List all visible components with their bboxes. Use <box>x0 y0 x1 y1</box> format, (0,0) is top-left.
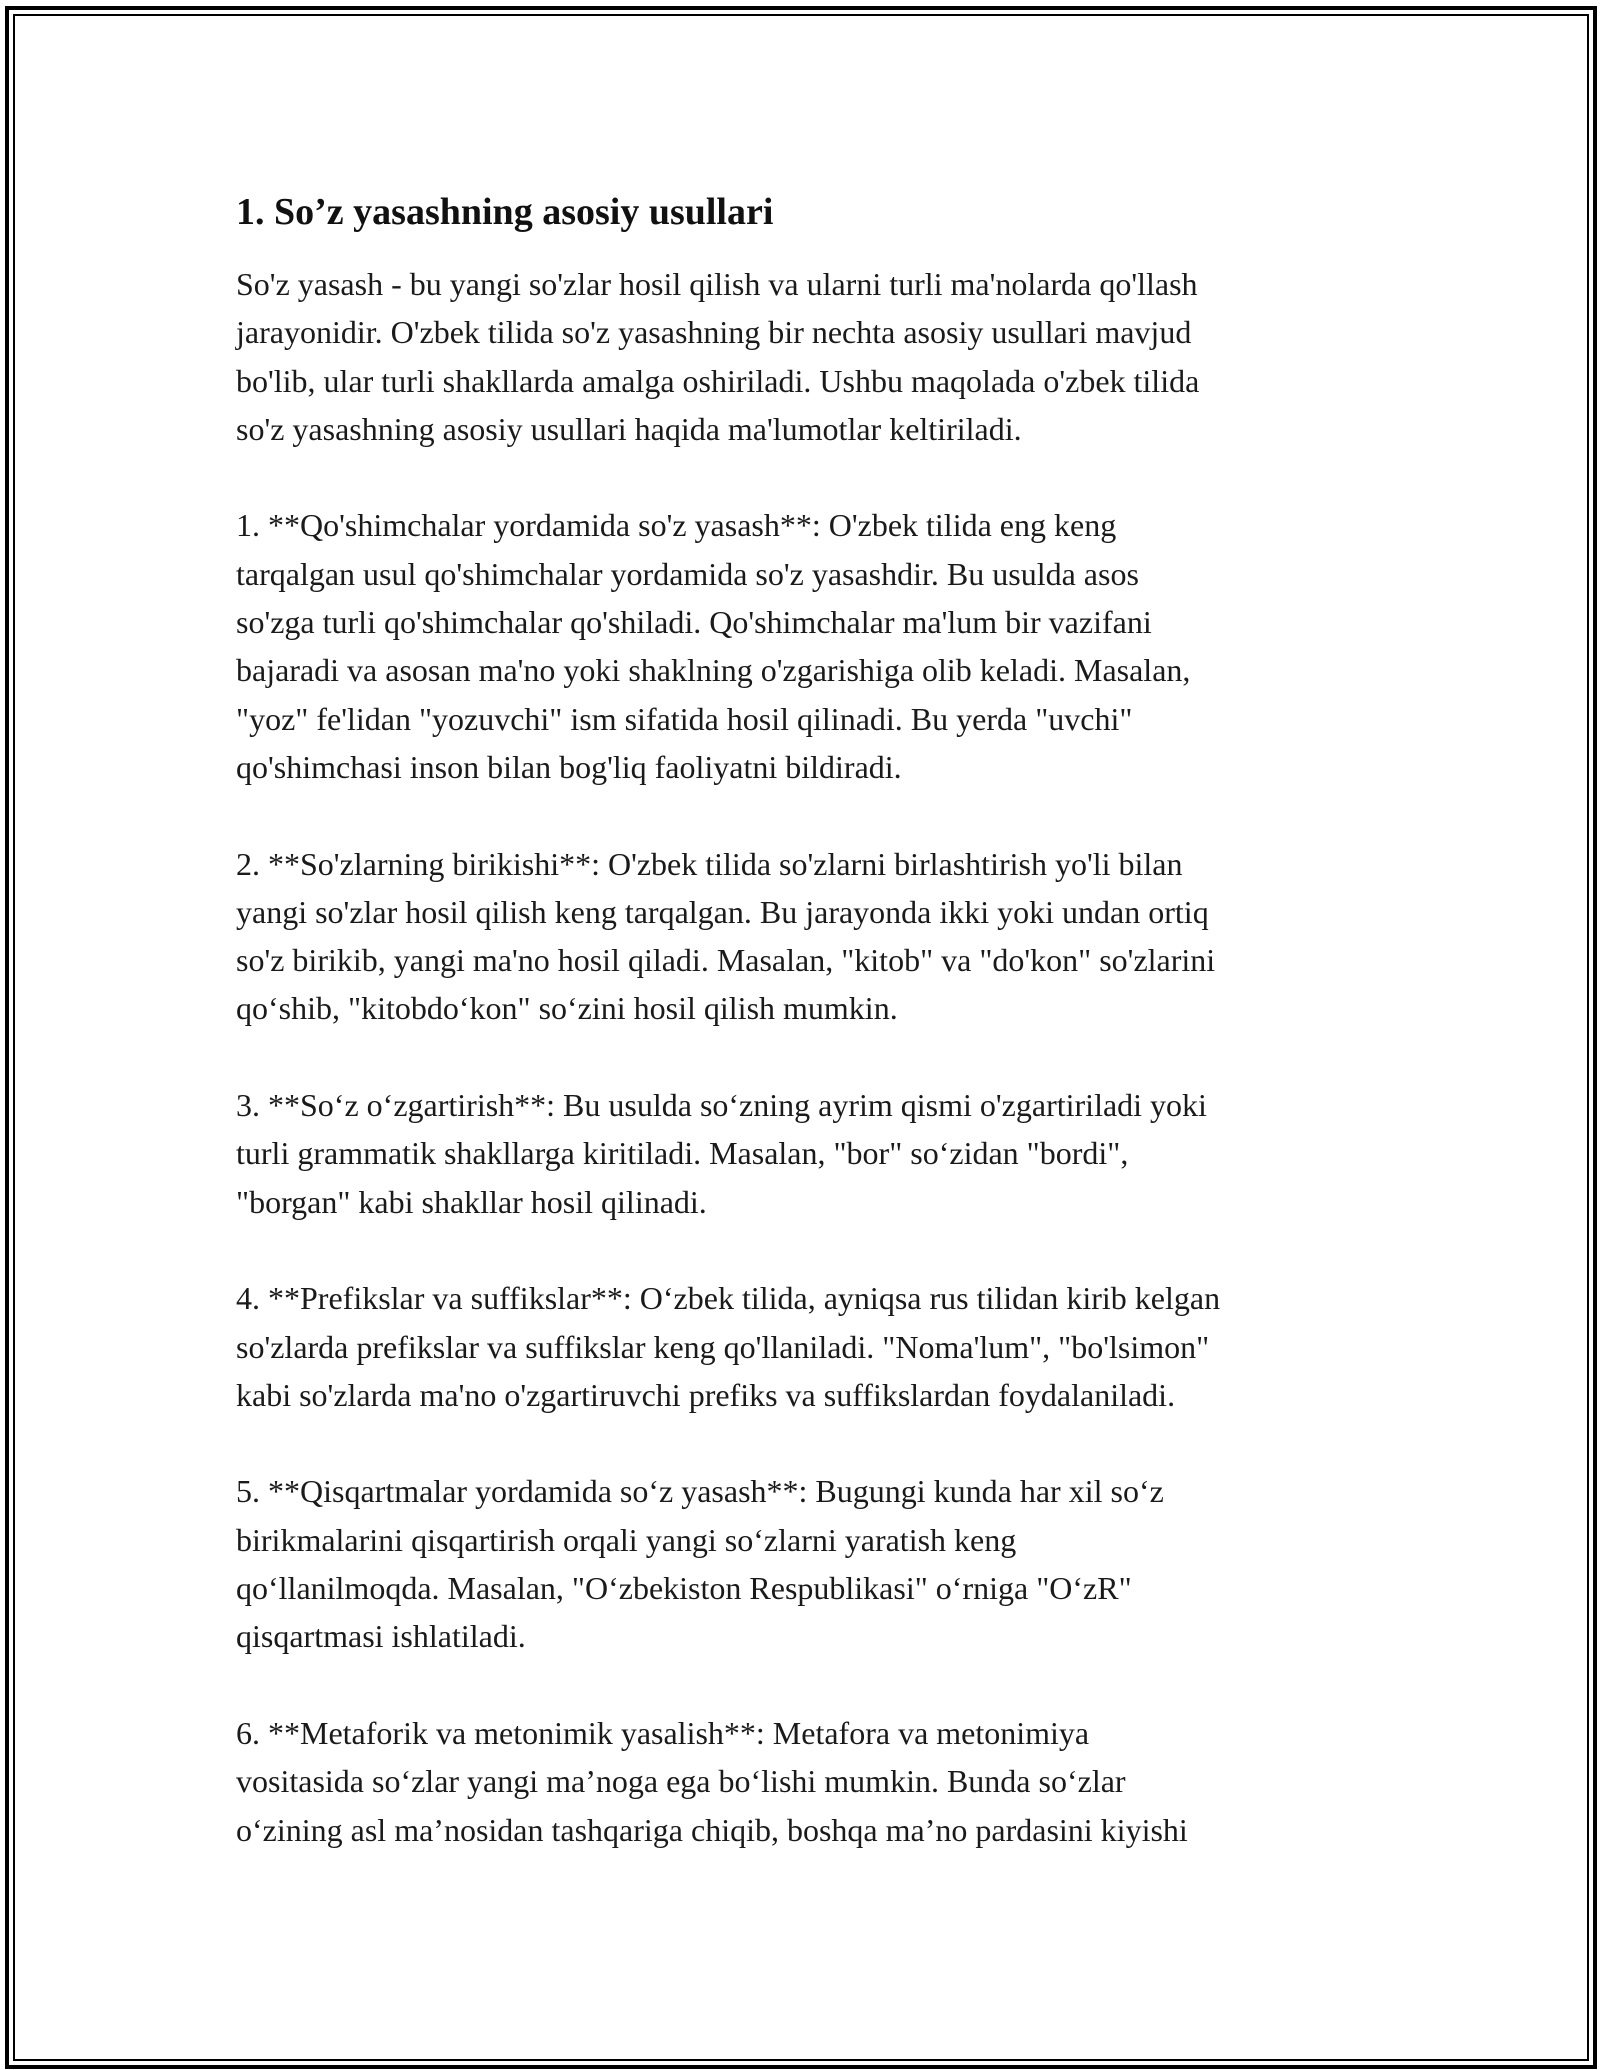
text-line: turli grammatik shakllarga kiritiladi. Masalan, "bor" so‘zidan "bordi", <box>236 1135 1129 1172</box>
text-line: 4. **Prefikslar va suffikslar**: O‘zbek tilida, ayniqsa rus tilidan kirib kelgan <box>236 1280 1221 1317</box>
text-line: 6. **Metaforik va metonimik yasalish**: Metafora va metonimiya <box>236 1714 1090 1751</box>
text-line: so'zlarda prefikslar va suffikslar keng qo'llaniladi. "Noma'lum", "bo'lsimon" <box>236 1328 1210 1365</box>
paragraph-0 <box>236 260 1376 453</box>
text-line: qisqartmasi ishlatiladi. <box>236 1618 526 1655</box>
text-line: 3. **So‘z o‘zgartirish**: Bu usulda so‘zning ayrim qismi o'zgartiriladi yoki <box>236 1087 1207 1124</box>
text-line: so'z birikib, yangi ma'no hosil qiladi. Masalan, "kitob" va "do'kon" so'zlarini <box>236 942 1216 979</box>
paragraph-5 <box>236 1467 1376 1660</box>
text-line: so'z yasashning asosiy usullari haqida ma'lumotlar keltiriladi. <box>236 410 1022 447</box>
text-line: "borgan" kabi shakllar hosil qilinadi. <box>236 1183 707 1220</box>
paragraph-1 <box>236 501 1376 791</box>
section-heading: 1. So’z yasashning asosiy usullari <box>236 191 774 233</box>
text-line: So'z yasash - bu yangi so'zlar hosil qilish va ularni turli ma'nolarda qo'llash <box>236 266 1198 302</box>
text-line: qo‘llanilmoqda. Masalan, "O‘zbekiston Respublikasi" o‘rniga "O‘zR" <box>236 1570 1132 1607</box>
paragraph-3 <box>236 1081 1376 1226</box>
document-body <box>236 188 1376 1902</box>
paragraph-2 <box>236 840 1376 1033</box>
text-line: qo'shimchasi inson bilan bog'liq faoliyatni bildiradi. <box>236 748 902 785</box>
text-line: birikmalarini qisqartirish orqali yangi so‘zlarni yaratish keng <box>236 1521 1017 1558</box>
text-line: 1. **Qo'shimchalar yordamida so'z yasash**: O'zbek tilida eng keng <box>236 507 1117 544</box>
text-line: bajaradi va asosan ma'no yoki shaklning o'zgarishiga olib keladi. Masalan, <box>236 652 1191 689</box>
text-line: so'zga turli qo'shimchalar qo'shiladi. Qo'shimchalar ma'lum bir vazifani <box>236 604 1152 641</box>
text-line: yangi so'zlar hosil qilish keng tarqalgan. Bu jarayonda ikki yoki undan ortiq <box>236 893 1209 930</box>
paragraph-list <box>236 260 1376 1854</box>
text-line: qo‘shib, "kitobdo‘kon" so‘zini hosil qilish mumkin. <box>236 990 898 1027</box>
text-line: kabi so'zlarda ma'no o'zgartiruvchi prefiks va suffikslardan foydalaniladi. <box>236 1376 1176 1413</box>
text-line: vositasida so‘zlar yangi ma’noga ega bo‘lishi mumkin. Bunda so‘zlar <box>236 1763 1126 1800</box>
text-line: bo'lib, ular turli shakllarda amalga oshiriladi. Ushbu maqolada o'zbek tilida <box>236 362 1200 399</box>
text-line: jarayonidir. O'zbek tilida so'z yasashning bir nechta asosiy usullari mavjud <box>236 314 1192 351</box>
text-line: 2. **So'zlarning birikishi**: O'zbek tilida so'zlarni birlashtirish yo'li bilan <box>236 845 1183 882</box>
text-line: o‘zining asl ma’nosidan tashqariga chiqib, boshqa ma’no pardasini kiyishi <box>236 1811 1188 1848</box>
text-line: "yoz" fe'lidan "yozuvchi" ism sifatida hosil qilinadi. Bu yerda "uvchi" <box>236 700 1133 737</box>
paragraph-4 <box>236 1274 1376 1419</box>
text-line: tarqalgan usul qo'shimchalar yordamida so'z yasashdir. Bu usulda asos <box>236 555 1139 592</box>
text-line: 5. **Qisqartmalar yordamida so‘z yasash**: Bugungi kunda har xil so‘z <box>236 1473 1164 1510</box>
paragraph-6 <box>236 1709 1376 1854</box>
